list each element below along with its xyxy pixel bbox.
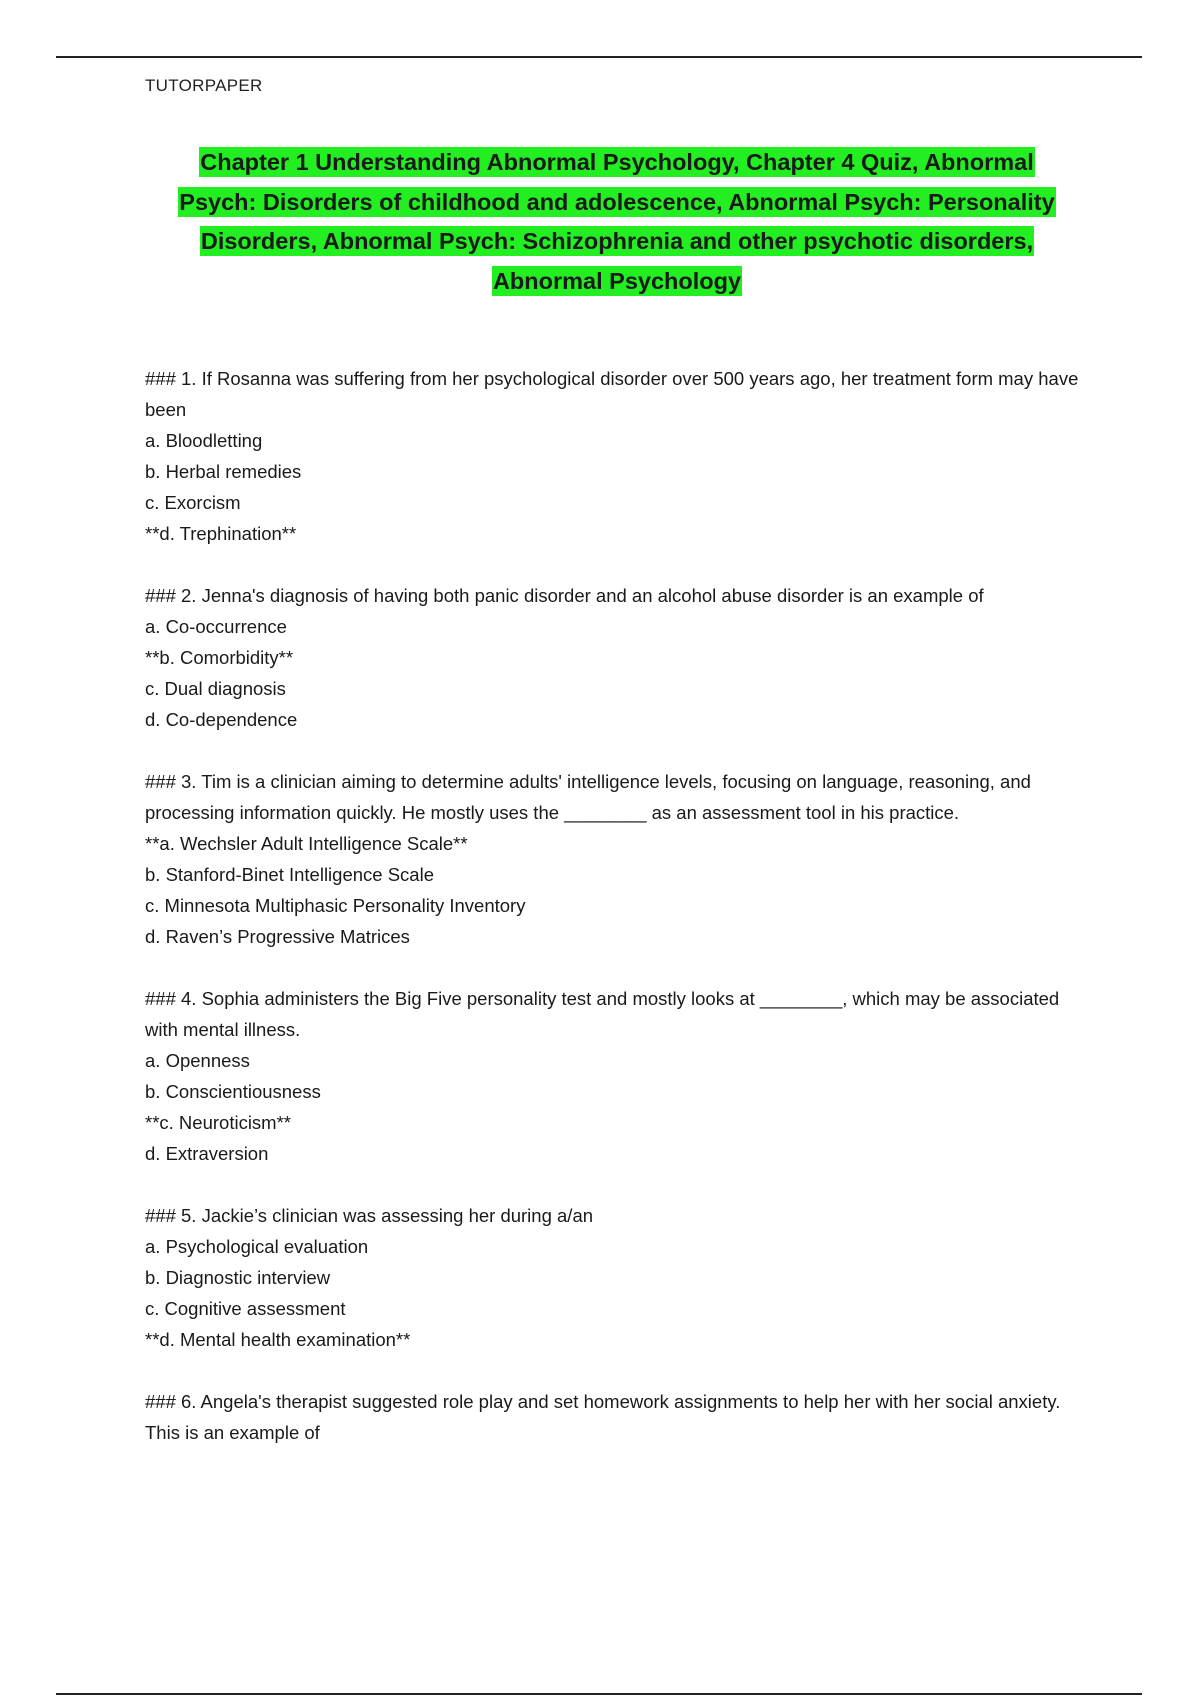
question-stem: ### 2. Jenna's diagnosis of having both panic disorder and an alcohol abuse disorder is an example of [145,585,984,606]
question-5 [145,1200,1090,1355]
answer-option: b. Stanford-Binet Intelligence Scale [145,864,434,885]
title-line: Chapter 1 Understanding Abnormal Psychology, Chapter 4 Quiz, Abnormal [200,149,1034,175]
question-3 [145,766,1090,952]
question-6 [145,1386,1090,1448]
question-1 [145,363,1090,549]
answer-option: c. Dual diagnosis [145,678,286,699]
answer-option: **c. Neuroticism** [145,1112,291,1133]
answer-option: a. Psychological evaluation [145,1236,369,1257]
question-4 [145,983,1090,1169]
answer-option: **a. Wechsler Adult Intelligence Scale** [145,833,468,854]
question-list [145,363,1090,1479]
answer-option: c. Exorcism [145,492,241,513]
answer-option: d. Co-dependence [145,709,298,730]
document-title [145,143,1089,301]
question-stem: ### 6. Angela's therapist suggested role play and set homework assignments to help her with her social anxiety. This is an example of [145,1391,1061,1443]
question-stem: ### 5. Jackie’s clinician was assessing her during a/an [145,1205,594,1226]
answer-option: c. Minnesota Multiphasic Personality Inventory [145,895,526,916]
answer-option: c. Cognitive assessment [145,1298,346,1319]
answer-option: **b. Comorbidity** [145,647,294,668]
answer-option: d. Extraversion [145,1143,269,1164]
answer-option: d. Raven’s Progressive Matrices [145,926,410,947]
answer-option: a. Co-occurrence [145,616,287,637]
bottom-rule [56,1693,1142,1695]
page-header-label: TUTORPAPER [145,76,263,95]
answer-option: b. Herbal remedies [145,461,302,482]
title-line: Disorders, Abnormal Psych: Schizophrenia and other psychotic disorders, [200,228,1034,254]
answer-option: a. Openness [145,1050,250,1071]
question-stem: ### 4. Sophia administers the Big Five personality test and mostly looks at ________, which may be associated with mental illness. [145,988,1060,1040]
title-line: Abnormal Psychology [492,267,742,294]
answer-option: b. Conscientiousness [145,1081,321,1102]
answer-option: **d. Mental health examination** [145,1329,411,1350]
answer-option: **d. Trephination** [145,523,297,544]
question-2 [145,580,1090,735]
answer-option: a. Bloodletting [145,430,263,451]
question-stem: ### 1. If Rosanna was suffering from her psychological disorder over 500 years ago, her treatment form may have been [145,368,1079,420]
answer-option: b. Diagnostic interview [145,1267,331,1288]
title-line: Psych: Disorders of childhood and adolescence, Abnormal Psych: Personality [179,188,1055,215]
top-rule [56,56,1142,58]
question-stem: ### 3. Tim is a clinician aiming to determine adults' intelligence levels, focusing on language, reasoning, and processing information quickly. He mostly uses the ________ as an assessment tool in his practice. [145,771,1031,823]
